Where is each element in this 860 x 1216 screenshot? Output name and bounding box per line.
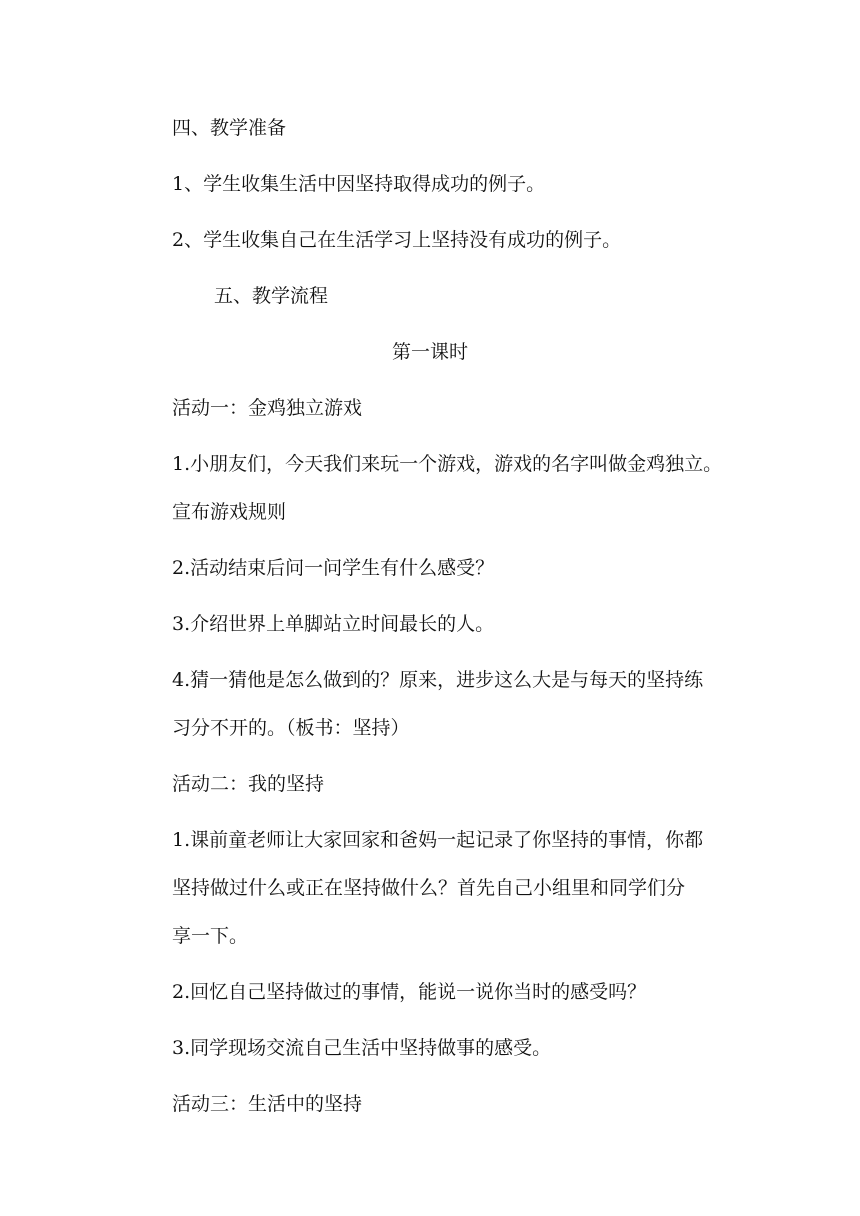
activity-2-para-1: 1.课前童老师让大家回家和爸妈一起记录了你坚持的事情，你都	[172, 829, 704, 851]
activity-1-heading: 活动一：金鸡独立游戏	[172, 397, 363, 419]
activity-1-para-4: 4.猜一猜他是怎么做到的？原来，进步这么大是与每天的坚持练	[172, 669, 704, 691]
lesson-title: 第一课时	[391, 341, 468, 363]
section-5-heading: 五、教学流程	[214, 285, 329, 307]
section-4-item-2: 2、学生收集自己在生活学习上坚持没有成功的例子。	[172, 229, 622, 251]
activity-1-para-1: 1.小朋友们，今天我们来玩一个游戏，游戏的名字叫做金鸡独立。	[172, 453, 723, 475]
section-4-heading: 四、教学准备	[172, 117, 287, 139]
activity-2-para-1-cont-1: 坚持做过什么或正在坚持做什么？首先自己小组里和同学们分	[172, 877, 686, 899]
activity-2-heading: 活动二：我的坚持	[172, 773, 325, 795]
activity-1-para-4-cont: 习分不开的。（板书：坚持）	[172, 717, 410, 739]
activity-3-heading: 活动三：生活中的坚持	[172, 1093, 363, 1115]
activity-2-para-1-cont-2: 享一下。	[172, 925, 249, 947]
activity-1-para-3: 3.介绍世界上单脚站立时间最长的人。	[172, 613, 495, 635]
section-4-item-1: 1、学生收集生活中因坚持取得成功的例子。	[172, 173, 546, 195]
activity-1-para-1-cont: 宣布游戏规则	[172, 501, 287, 523]
activity-2-para-3: 3.同学现场交流自己生活中坚持做事的感受。	[172, 1037, 552, 1059]
activity-1-para-2: 2.活动结束后问一问学生有什么感受？	[172, 557, 495, 579]
activity-2-para-2: 2.回忆自己坚持做过的事情，能说一说你当时的感受吗？	[172, 981, 647, 1003]
